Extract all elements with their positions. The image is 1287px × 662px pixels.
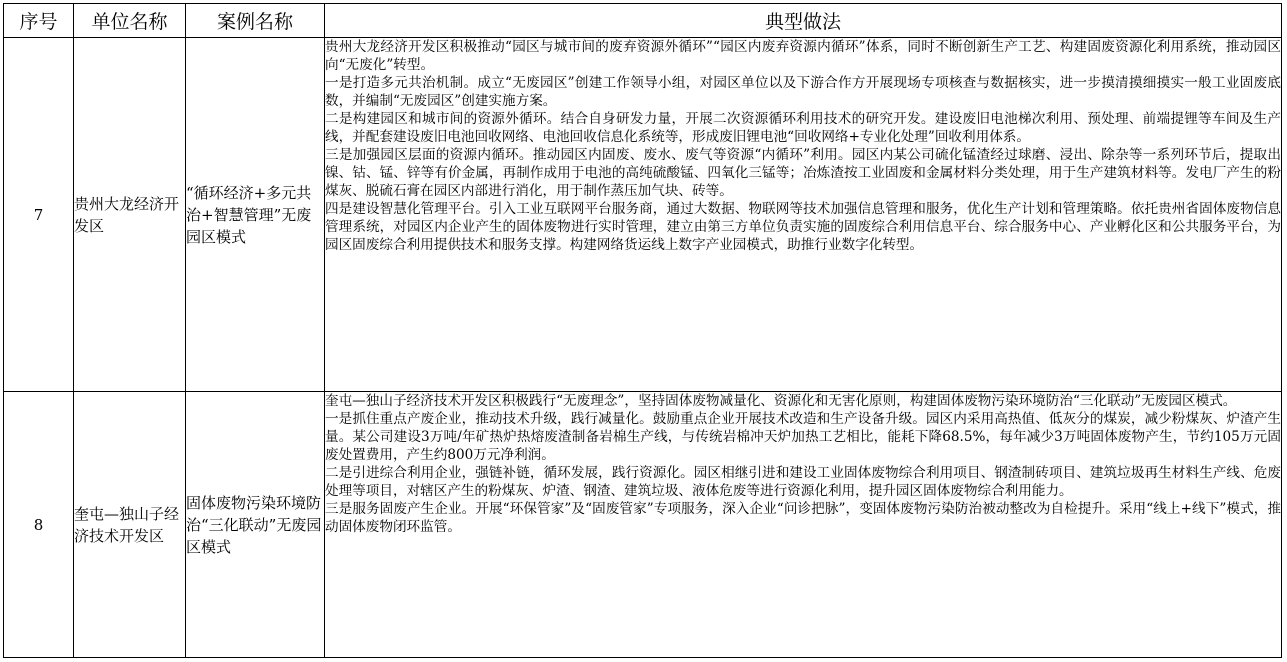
header-case-name: 案例名称 (186, 4, 325, 38)
table-row (4, 38, 1282, 392)
practice-paragraph: 二是引进综合利用企业，强链补链，循环发展，践行资源化。园区相继引进和建设工业固体废物综合利用项目、钢渣制砖项目、建筑垃圾再生材料生产线、危废处理等项目，对辖区产生的粉煤灰、炉渣、钢渣、建筑垃圾、液体危废等进行资源化利用，提升园区固体废物综合利用能力。 (325, 465, 1281, 499)
table-row (4, 392, 1282, 658)
practice-cell (325, 38, 1282, 392)
case-name-cell: “循环经济+多元共治+智慧管理”无废园区模式 (186, 38, 325, 392)
practice-cell (325, 392, 1282, 658)
practice-paragraph: 二是构建园区和城市间的资源外循环。结合自身研发力量，开展二次资源循环利用技术的研究开发。建设废旧电池梯次利用、预处理、前端提锂等车间及生产线，并配套建设废旧电池回收网络、电池回收信息化系统等，形成废旧锂电池“回收网络+专业化处理”回收利用体系。 (325, 111, 1281, 145)
header-serial-number: 序号 (4, 4, 74, 38)
header-row (4, 4, 1282, 38)
practice-paragraph: 三是服务固废产生企业。开展“环保管家”及“固废管家”专项服务，深入企业“问诊把脉”，变固体废物污染防治被动整改为自检提升。采用“线上+线下”模式，推动固体废物闭环监管。 (325, 501, 1281, 535)
practice-paragraph: 贵州大龙经济开发区积极推动“园区与城市间的废弃资源外循环”“园区内废弃资源内循环”体系，同时不断创新生产工艺、构建固废资源化利用系统，推动园区向“无废化”转型。 (325, 39, 1281, 73)
practice-paragraph: 三是加强园区层面的资源内循环。推动园区内固废、废水、废气等资源“内循环”利用。园区内某公司硫化锰渣经过球磨、浸出、除杂等一系列环节后，提取出镍、钴、锰、锌等有价金属，再制作成用于电池的高纯硫酸锰、四氧化三锰等；冶炼渣按工业固废和金属材料分类处理，用于生产建筑材料等。发电厂产生的粉煤灰、脱硫石膏在园区内部进行消化，用于制作蒸压加气块、砖等。 (325, 147, 1281, 199)
unit-name-cell: 奎屯—独山子经济技术开发区 (74, 392, 186, 658)
case-table (3, 3, 1282, 658)
case-name-cell: 固体废物污染环境防治“三化联动”无废园区模式 (186, 392, 325, 658)
practice-paragraph: 一是打造多元共治机制。成立“无废园区”创建工作领导小组，对园区单位以及下游合作方开展现场专项核查与数据核实，进一步摸清摸细摸实一般工业固废底数，并编制“无废园区”创建实施方案。 (325, 75, 1281, 109)
header-typical-practice: 典型做法 (325, 4, 1282, 38)
unit-name-cell: 贵州大龙经济开发区 (74, 38, 186, 392)
practice-paragraph: 四是建设智慧化管理平台。引入工业互联网平台服务商，通过大数据、物联网等技术加强信息管理和服务，优化生产计划和管理策略。依托贵州省固体废物信息管理系统，对园区内企业产生的固体废物进行实时管理，建立由第三方单位负责实施的固废综合利用信息平台、综合服务中心、产业孵化区和公共服务平台，为园区固废综合利用提供技术和服务支撑。构建网络货运线上数字产业园模式，助推行业数字化转型。 (325, 201, 1281, 253)
serial-number-cell: 8 (4, 392, 74, 658)
practice-paragraph: 一是抓住重点产废企业，推动技术升级，践行减量化。鼓励重点企业开展技术改造和生产设备升级。园区内采用高热值、低灰分的煤炭，减少粉煤灰、炉渣产生量。某公司建设3万吨/年矿热炉热熔废渣制备岩棉生产线，与传统岩棉冲天炉加热工艺相比，能耗下降68.5%，每年减少3万吨固体废物产生，节约105万元固废处置费用，产生约800万元净利润。 (325, 411, 1281, 463)
serial-number-cell: 7 (4, 38, 74, 392)
practice-paragraph: 奎屯—独山子经济技术开发区积极践行“无废理念”，坚持固体废物减量化、资源化和无害化原则，构建固体废物污染环境防治“三化联动”无废园区模式。 (325, 393, 1237, 409)
header-unit-name: 单位名称 (74, 4, 186, 38)
